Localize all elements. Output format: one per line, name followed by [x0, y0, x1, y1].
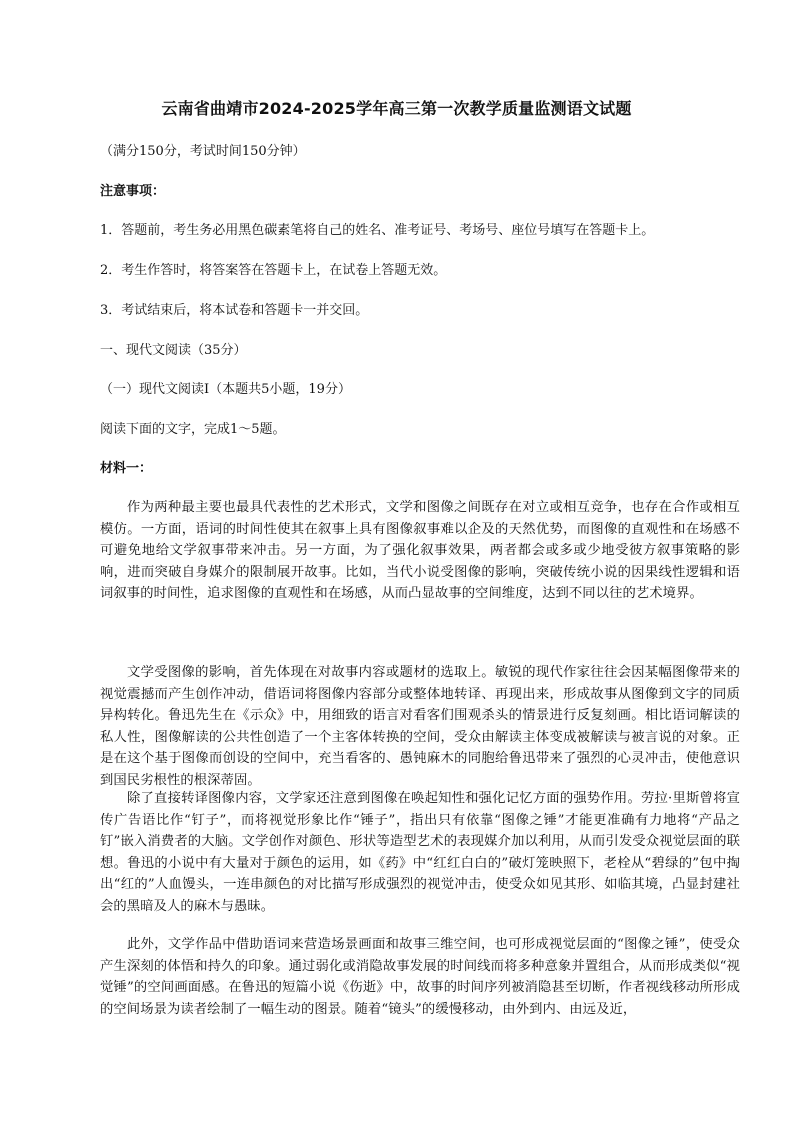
- notice-item: 3．考试结束后，将本试卷和答题卡一并交回。: [100, 303, 369, 318]
- document-title: 云南省曲靖市2024-2025学年高三第一次教学质量监测语文试题: [161, 99, 632, 118]
- section-heading: 一、现代文阅读（35分）: [100, 343, 247, 358]
- paragraph-2: 文学受图像的影响，首先体现在对故事内容或题材的选取上。敏锐的现代作家往往会因某幅图像带来的视觉震撼而产生创作冲动，借语词将图像内容部分或整体地转译、再现出来，形成故事从图像到文字的同质异构转化。鲁迅先生在《示众》中，用细致的语言对看客们围观杀头的情景进行反复刻画。相比语词解读的私人性，图像解读的公共性创造了一个主客体转换的空间，受众由解读主体变成被解读与被言说的对象。正是在这个基于图像而创设的空间中，充当看客的、愚钝麻木的同胞给鲁迅带来了强烈的心灵冲击，使他意识到国民劣根性的根深蒂固。: [100, 665, 740, 788]
- notice-item: 2．考生作答时，将答案答在答题卡上，在试卷上答题无效。: [100, 263, 447, 278]
- material-heading: 材料一：: [100, 461, 153, 476]
- notice-heading: 注意事项：: [100, 184, 166, 199]
- paragraph-4: 此外，文学作品中借助语词来营造场景画面和故事三维空间，也可形成视觉层面的“图像之锤”，使受众产生深刻的体悟和持久的印象。通过弱化或消隐故事发展的时间线而将多种意象并置组合，从而形成类似“视觉锤”的空间画面感。在鲁迅的短篇小说《伤逝》中，故事的时间序列被消隐甚至切断，作者视线移动所形成的空间场景为读者绘制了一幅生动的图景。随着“镜头”的缓慢移动，由外到内、由远及近，: [100, 937, 740, 1017]
- subsection-heading: （一）现代文阅读Ⅰ（本题共5小题，19分）: [100, 382, 351, 397]
- notice-item: 1．答题前，考生务必用黑色碳素笔将自己的姓名、准考证号、考场号、座位号填写在答题卡上。: [100, 223, 655, 238]
- paragraph-1: 作为两种最主要也最具代表性的艺术形式，文学和图像之间既存在对立或相互竞争，也存在合作或相互模仿。一方面，语词的时间性使其在叙事上具有图像叙事难以企及的天然优势，而图像的直观性和在场感不可避免地给文学叙事带来冲击。另一方面，为了强化叙事效果，两者都会或多或少地受彼方叙事策略的影响，进而突破自身媒介的限制展开故事。比如，当代小说受图像的影响，突破传统小说的因果线性逻辑和语词叙事的时间性，追求图像的直观性和在场感，从而凸显故事的空间维度，达到不同以往的艺术境界。: [100, 500, 740, 602]
- paragraph-3: 除了直接转译图像内容，文学家还注意到图像在唤起知性和强化记忆方面的强势作用。劳拉·里斯曾将宣传广告语比作“钉子”，而将视觉形象比作“锤子”，指出只有依靠“图像之锤”才能更准确有力地将“产品之钉”嵌入消费者的大脑。文学创作对颜色、形状等造型艺术的表现媒介加以利用，从而引发受众视觉层面的联想。鲁迅的小说中有大量对于颜色的运用，如《药》中“红红白白的”破灯笼映照下，老栓从“碧绿的”包中掏出“红的”人血馒头，一连串颜色的对比描写形成强烈的视觉冲击，使受众如见其形、如临其境，凸显封建社会的黑暗及人的麻木与愚昧。: [100, 791, 740, 914]
- reading-instruction: 阅读下面的文字，完成1～5题。: [100, 422, 286, 437]
- exam-info: （满分150分，考试时间150分钟）: [100, 144, 306, 159]
